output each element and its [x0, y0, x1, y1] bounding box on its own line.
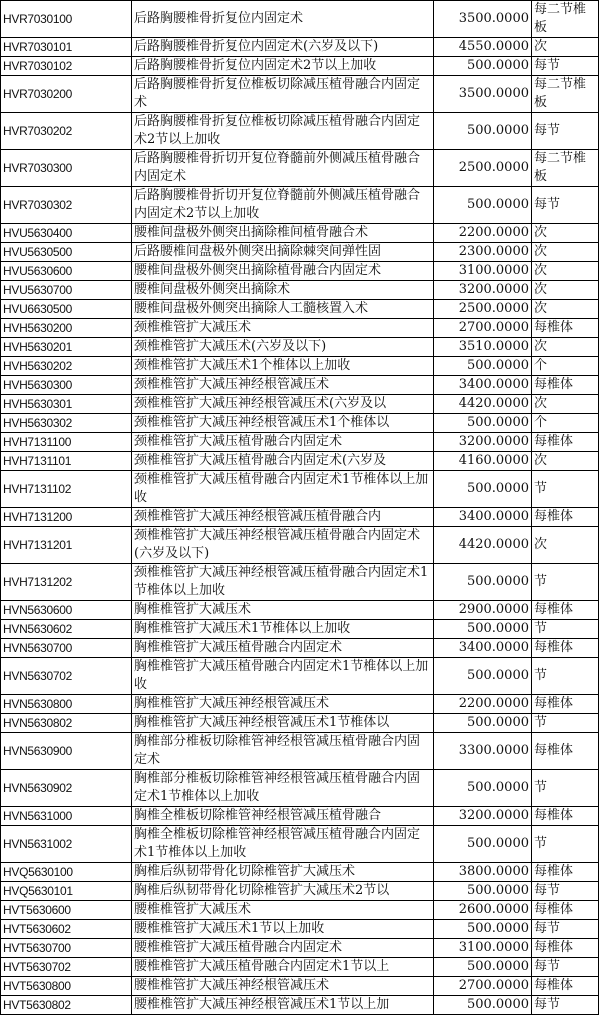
item-price: 2500.0000 — [434, 300, 532, 319]
table-row — [1, 733, 599, 770]
item-unit: 次 — [532, 300, 599, 319]
item-code: HVH7131102 — [1, 471, 132, 508]
item-code: HVT5630600 — [1, 901, 132, 920]
item-unit: 每二节椎板 — [532, 150, 599, 187]
item-price: 3100.0000 — [434, 262, 532, 281]
item-unit: 每椎体 — [532, 639, 599, 658]
item-price: 500.0000 — [434, 471, 532, 508]
item-code: HVH7131100 — [1, 433, 132, 452]
item-price: 500.0000 — [434, 826, 532, 863]
table-row — [1, 414, 599, 433]
item-code: HVT5630702 — [1, 958, 132, 977]
item-unit: 次 — [532, 224, 599, 243]
table-body — [1, 1, 599, 1015]
item-code: HVU5630500 — [1, 243, 132, 262]
item-code: HVN5630702 — [1, 658, 132, 695]
item-name: 后路胸腰椎骨折复位内固定术 — [132, 1, 434, 38]
item-unit: 每椎体 — [532, 319, 599, 338]
table-row — [1, 920, 599, 939]
item-code: HVU6630500 — [1, 300, 132, 319]
item-name: 颈椎椎管扩大减压植骨融合内固定术1节椎体以上加收 — [132, 471, 434, 508]
item-name: 胸椎椎管扩大减压术1节椎体以上加收 — [132, 620, 434, 639]
table-row — [1, 300, 599, 319]
item-price: 4420.0000 — [434, 527, 532, 564]
item-code: HVH7131201 — [1, 527, 132, 564]
item-code: HVN5631000 — [1, 807, 132, 826]
item-unit: 每节 — [532, 187, 599, 224]
item-unit: 个 — [532, 357, 599, 376]
item-code: HVN5630902 — [1, 770, 132, 807]
item-name: 颈椎椎管扩大减压神经根管减压术1个椎体以 — [132, 414, 434, 433]
item-name: 颈椎椎管扩大减压神经根管减压植骨融合内固定术(六岁及以下) — [132, 527, 434, 564]
item-unit: 次 — [532, 338, 599, 357]
item-name: 腰椎椎管扩大减压植骨融合内固定术 — [132, 939, 434, 958]
item-price: 500.0000 — [434, 714, 532, 733]
item-code: HVH7131200 — [1, 508, 132, 527]
table-row — [1, 281, 599, 300]
item-price: 2500.0000 — [434, 150, 532, 187]
item-name: 后路胸腰椎骨折复位椎板切除减压植骨融合内固定术 — [132, 76, 434, 113]
table-row — [1, 57, 599, 76]
item-code: HVR7030200 — [1, 76, 132, 113]
item-unit: 每椎体 — [532, 695, 599, 714]
item-code: HVH5630302 — [1, 414, 132, 433]
item-price: 500.0000 — [434, 57, 532, 76]
item-code: HVH5630200 — [1, 319, 132, 338]
item-price: 3400.0000 — [434, 508, 532, 527]
item-unit: 次 — [532, 452, 599, 471]
item-price: 2600.0000 — [434, 901, 532, 920]
item-unit: 每二节椎板 — [532, 1, 599, 38]
item-name: 胸椎全椎板切除椎管神经根管减压植骨融合 — [132, 807, 434, 826]
item-name: 颈椎椎管扩大减压术(六岁及以下) — [132, 338, 434, 357]
item-price: 500.0000 — [434, 770, 532, 807]
item-unit: 次 — [532, 527, 599, 564]
item-price: 3510.0000 — [434, 338, 532, 357]
item-price: 500.0000 — [434, 958, 532, 977]
item-name: 腰椎椎管扩大减压术1节以上加收 — [132, 920, 434, 939]
item-price: 3500.0000 — [434, 1, 532, 38]
item-unit: 节 — [532, 658, 599, 695]
item-price: 500.0000 — [434, 620, 532, 639]
item-code: HVN5630600 — [1, 601, 132, 620]
item-price: 500.0000 — [434, 996, 532, 1015]
item-price: 2700.0000 — [434, 319, 532, 338]
table-row — [1, 262, 599, 281]
item-unit: 每节 — [532, 57, 599, 76]
item-price: 2300.0000 — [434, 243, 532, 262]
item-price: 500.0000 — [434, 658, 532, 695]
item-code: HVQ5630101 — [1, 882, 132, 901]
item-price: 3400.0000 — [434, 376, 532, 395]
item-code: HVT5630800 — [1, 977, 132, 996]
item-price: 500.0000 — [434, 882, 532, 901]
item-code: HVH5630202 — [1, 357, 132, 376]
item-unit: 每椎体 — [532, 433, 599, 452]
item-price: 3200.0000 — [434, 281, 532, 300]
table-row — [1, 471, 599, 508]
table-row — [1, 357, 599, 376]
table-row — [1, 695, 599, 714]
table-row — [1, 150, 599, 187]
item-name: 胸椎椎管扩大减压术 — [132, 601, 434, 620]
item-code: HVU5630400 — [1, 224, 132, 243]
item-name: 颈椎椎管扩大减压术1个椎体以上加收 — [132, 357, 434, 376]
table-row — [1, 601, 599, 620]
item-name: 颈椎椎管扩大减压植骨融合内固定术(六岁及 — [132, 452, 434, 471]
item-price: 3200.0000 — [434, 433, 532, 452]
table-row — [1, 807, 599, 826]
item-code: HVH5630201 — [1, 338, 132, 357]
item-price: 3800.0000 — [434, 863, 532, 882]
table-row — [1, 187, 599, 224]
item-unit: 每椎体 — [532, 901, 599, 920]
item-price: 500.0000 — [434, 414, 532, 433]
item-name: 颈椎椎管扩大减压神经根管减压植骨融合内固定术1节椎体以上加收 — [132, 564, 434, 601]
table-row — [1, 113, 599, 150]
item-price: 500.0000 — [434, 920, 532, 939]
item-price: 3400.0000 — [434, 639, 532, 658]
item-name: 腰椎间盘极外侧突出摘除术 — [132, 281, 434, 300]
table-row — [1, 527, 599, 564]
item-code: HVR7030102 — [1, 57, 132, 76]
item-unit: 节 — [532, 620, 599, 639]
item-code: HVN5630802 — [1, 714, 132, 733]
item-code: HVR7030100 — [1, 1, 132, 38]
table-row — [1, 658, 599, 695]
item-unit: 每节 — [532, 958, 599, 977]
item-name: 后路胸腰椎骨折切开复位脊髓前外侧减压植骨融合内固定术2节以上加收 — [132, 187, 434, 224]
item-name: 腰椎椎管扩大减压植骨融合内固定术1节以上 — [132, 958, 434, 977]
table-row — [1, 224, 599, 243]
item-unit: 次 — [532, 395, 599, 414]
item-unit: 每椎体 — [532, 807, 599, 826]
item-unit: 每椎体 — [532, 939, 599, 958]
item-unit: 每椎体 — [532, 508, 599, 527]
item-name: 后路腰椎间盘极外侧突出摘除棘突间弹性固 — [132, 243, 434, 262]
item-name: 腰椎间盘极外侧突出摘除椎间植骨融合术 — [132, 224, 434, 243]
item-name: 颈椎椎管扩大减压植骨融合内固定术 — [132, 433, 434, 452]
item-name: 颈椎椎管扩大减压神经根管减压植骨融合内 — [132, 508, 434, 527]
table-row — [1, 996, 599, 1015]
item-code: HVT5630700 — [1, 939, 132, 958]
item-unit: 个 — [532, 414, 599, 433]
table-row — [1, 770, 599, 807]
item-name: 胸椎椎管扩大减压神经根管减压术 — [132, 695, 434, 714]
item-price: 3500.0000 — [434, 76, 532, 113]
item-unit: 节 — [532, 471, 599, 508]
item-price: 4420.0000 — [434, 395, 532, 414]
item-code: HVN5631002 — [1, 826, 132, 863]
item-name: 后路胸腰椎骨折切开复位脊髓前外侧减压植骨融合内固定术 — [132, 150, 434, 187]
item-unit: 节 — [532, 564, 599, 601]
item-price: 500.0000 — [434, 357, 532, 376]
item-name: 腰椎间盘极外侧突出摘除人工髓核置入术 — [132, 300, 434, 319]
item-price: 500.0000 — [434, 187, 532, 224]
table-row — [1, 243, 599, 262]
item-name: 胸椎椎管扩大减压植骨融合内固定术 — [132, 639, 434, 658]
item-code: HVH7131202 — [1, 564, 132, 601]
item-price: 4550.0000 — [434, 38, 532, 57]
item-name: 腰椎椎管扩大减压术 — [132, 901, 434, 920]
table-row — [1, 714, 599, 733]
table-row — [1, 977, 599, 996]
table-row — [1, 901, 599, 920]
item-name: 胸椎部分椎板切除椎管神经根管减压植骨融合内固定术1节椎体以上加收 — [132, 770, 434, 807]
item-name: 腰椎椎管扩大减压神经根管减压术1节以上加 — [132, 996, 434, 1015]
item-code: HVN5630602 — [1, 620, 132, 639]
item-unit: 每节 — [532, 920, 599, 939]
item-unit: 每椎体 — [532, 733, 599, 770]
table-row — [1, 1, 599, 38]
item-code: HVQ5630100 — [1, 863, 132, 882]
table-row — [1, 395, 599, 414]
item-unit: 每二节椎板 — [532, 76, 599, 113]
item-price: 2700.0000 — [434, 977, 532, 996]
item-unit: 每椎体 — [532, 977, 599, 996]
item-unit: 每节 — [532, 113, 599, 150]
item-price: 2200.0000 — [434, 695, 532, 714]
item-name: 颈椎椎管扩大减压术 — [132, 319, 434, 338]
item-name: 胸椎后纵韧带骨化切除椎管扩大减压术2节以 — [132, 882, 434, 901]
item-unit: 每椎体 — [532, 863, 599, 882]
item-unit: 次 — [532, 38, 599, 57]
table-row — [1, 319, 599, 338]
table-row — [1, 826, 599, 863]
table-row — [1, 338, 599, 357]
item-name: 后路胸腰椎骨折复位内固定术2节以上加收 — [132, 57, 434, 76]
item-unit: 次 — [532, 243, 599, 262]
table-row — [1, 882, 599, 901]
table-row — [1, 639, 599, 658]
item-name: 胸椎部分椎板切除椎管神经根管减压植骨融合内固定术 — [132, 733, 434, 770]
item-unit: 次 — [532, 281, 599, 300]
table-row — [1, 433, 599, 452]
item-code: HVR7030300 — [1, 150, 132, 187]
item-price: 3200.0000 — [434, 807, 532, 826]
item-name: 胸椎椎管扩大减压神经根管减压术1节椎体以 — [132, 714, 434, 733]
item-price: 3300.0000 — [434, 733, 532, 770]
item-code: HVU5630600 — [1, 262, 132, 281]
item-name: 腰椎椎管扩大减压神经根管减压术 — [132, 977, 434, 996]
item-name: 后路胸腰椎骨折复位内固定术(六岁及以下) — [132, 38, 434, 57]
item-price: 2900.0000 — [434, 601, 532, 620]
item-unit: 次 — [532, 262, 599, 281]
item-price: 4160.0000 — [434, 452, 532, 471]
table-row — [1, 508, 599, 527]
item-code: HVU5630700 — [1, 281, 132, 300]
item-price: 2200.0000 — [434, 224, 532, 243]
item-name: 胸椎后纵韧带骨化切除椎管扩大减压术 — [132, 863, 434, 882]
item-code: HVN5630800 — [1, 695, 132, 714]
item-name: 颈椎椎管扩大减压神经根管减压术 — [132, 376, 434, 395]
table-row — [1, 38, 599, 57]
table-row — [1, 76, 599, 113]
item-name: 胸椎全椎板切除椎管神经根管减压植骨融合内固定术1节椎体以上加收 — [132, 826, 434, 863]
item-code: HVH7131101 — [1, 452, 132, 471]
item-unit: 节 — [532, 826, 599, 863]
table-row — [1, 958, 599, 977]
item-code: HVH5630300 — [1, 376, 132, 395]
item-code: HVT5630602 — [1, 920, 132, 939]
item-unit: 每椎体 — [532, 601, 599, 620]
item-code: HVT5630802 — [1, 996, 132, 1015]
item-code: HVR7030101 — [1, 38, 132, 57]
item-unit: 节 — [532, 770, 599, 807]
item-price: 3100.0000 — [434, 939, 532, 958]
table-row — [1, 376, 599, 395]
table-row — [1, 564, 599, 601]
table-row — [1, 620, 599, 639]
item-unit: 节 — [532, 714, 599, 733]
table-row — [1, 863, 599, 882]
item-code: HVR7030302 — [1, 187, 132, 224]
item-unit: 每椎体 — [532, 376, 599, 395]
item-unit: 每节 — [532, 882, 599, 901]
item-code: HVN5630700 — [1, 639, 132, 658]
item-price: 500.0000 — [434, 113, 532, 150]
table-row — [1, 939, 599, 958]
item-price: 500.0000 — [434, 564, 532, 601]
item-unit: 每节 — [532, 996, 599, 1015]
item-code: HVH5630301 — [1, 395, 132, 414]
item-name: 胸椎椎管扩大减压植骨融合内固定术1节椎体以上加收 — [132, 658, 434, 695]
item-name: 颈椎椎管扩大减压神经根管减压术(六岁及以 — [132, 395, 434, 414]
item-code: HVN5630900 — [1, 733, 132, 770]
item-name: 后路胸腰椎骨折复位椎板切除减压植骨融合内固定术2节以上加收 — [132, 113, 434, 150]
table-row — [1, 452, 599, 471]
item-name: 腰椎间盘极外侧突出摘除植骨融合内固定术 — [132, 262, 434, 281]
item-code: HVR7030202 — [1, 113, 132, 150]
